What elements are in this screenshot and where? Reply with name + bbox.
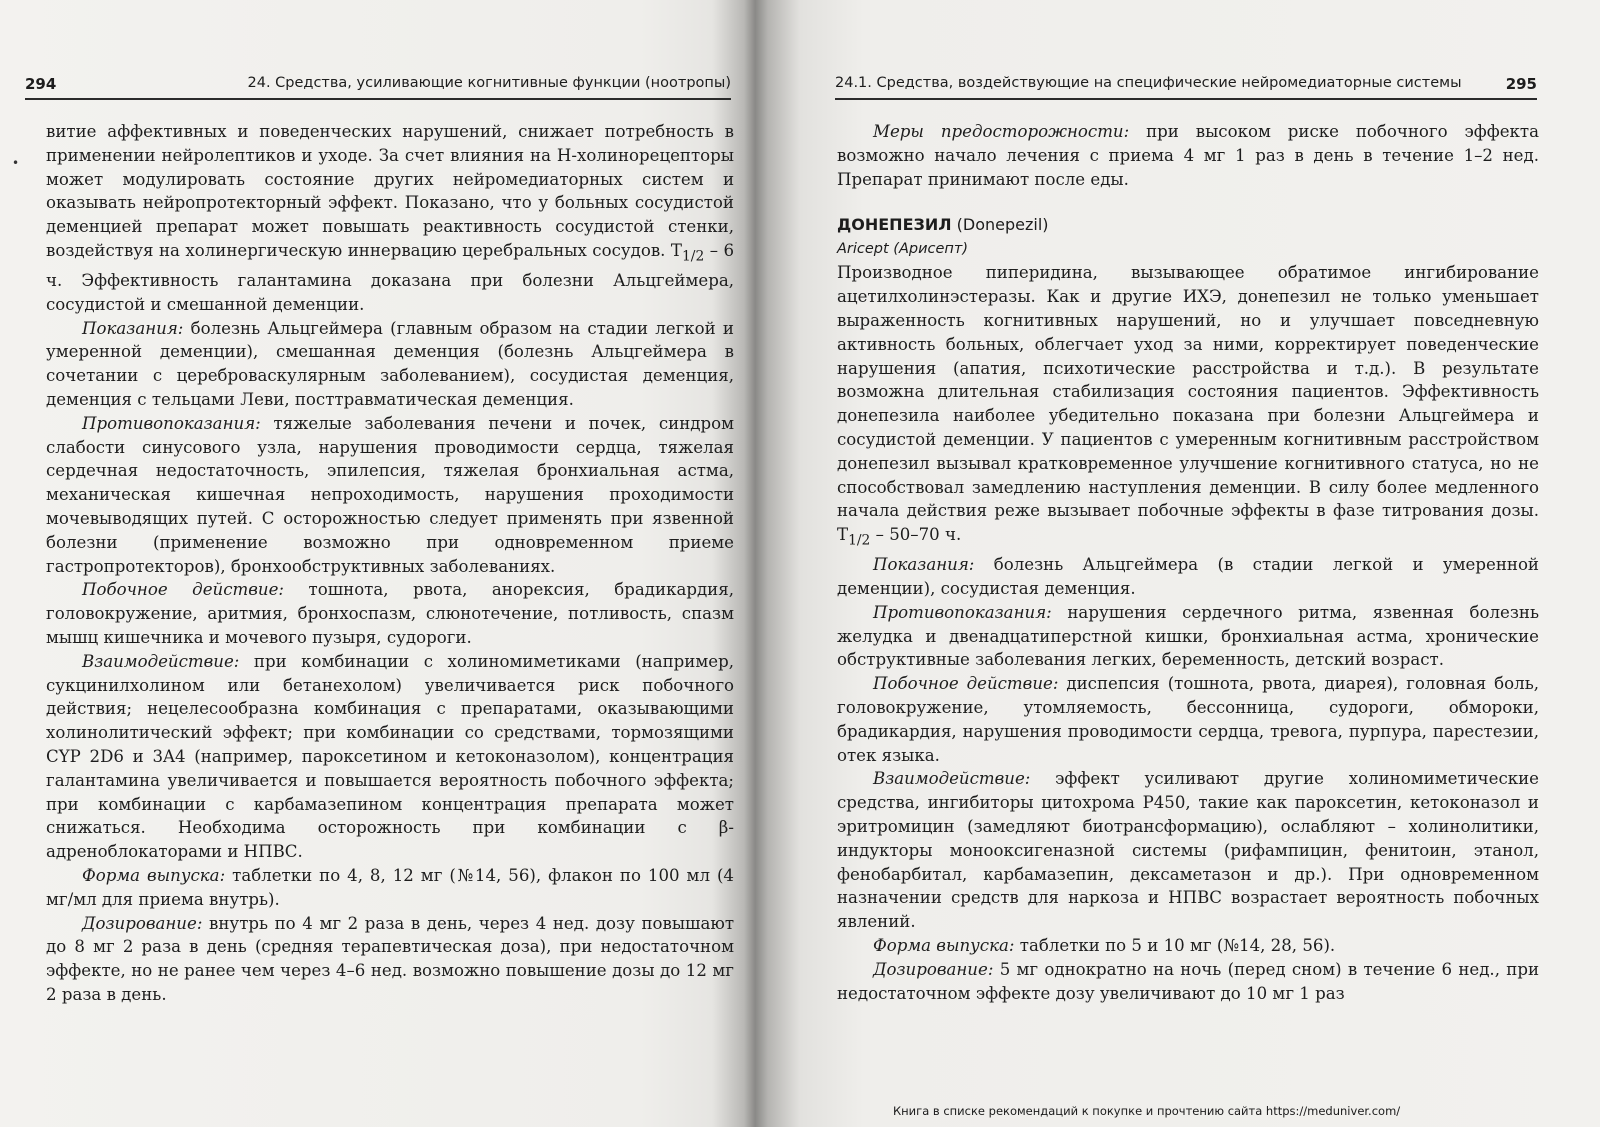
paragraph bbox=[837, 553, 1539, 601]
section-text: нарушения сердечного ритма, язвенная болезнь желудка и двенадцатиперстной кишки, бронхиальная астма, хронические обструктивные заболевания легких, беременность, детский возраст. bbox=[837, 602, 1539, 670]
section-label: Побочное действие: bbox=[873, 674, 1059, 694]
paragraph bbox=[46, 317, 734, 412]
section-label: Меры предосторожности: bbox=[873, 122, 1130, 141]
body-text: – 6 ч. Эффективность галантамина доказана при болезни Альцгеймера, сосудистой и смешанной деменции. bbox=[46, 240, 735, 314]
section-text: 5 мг однократно на ночь (перед сном) в течение 6 нед., при недостаточном эффекте дозу увеличивают до 10 мг 1 раз bbox=[837, 959, 1539, 1003]
paragraph bbox=[837, 120, 1539, 191]
paragraph bbox=[837, 601, 1539, 672]
section-label: Побочное действие: bbox=[82, 580, 284, 600]
section-text: при высоком риске побочного эффекта возможно начало лечения с приема 4 мг 1 раз в день в течение 1–2 нед. Препарат принимают после еды. bbox=[837, 122, 1539, 189]
left-page bbox=[0, 0, 760, 1127]
subscript: 1/2 bbox=[681, 248, 705, 265]
margin-mark: • bbox=[12, 156, 20, 170]
drug-heading bbox=[837, 213, 1539, 237]
left-running-head bbox=[25, 70, 731, 100]
running-head-title: 24. Средства, усиливающие когнитивные функции (ноотропы) bbox=[247, 75, 731, 91]
paragraph bbox=[46, 912, 734, 1007]
body-text: Производное пиперидина, вызывающее обратимое ингибирование ацетилхолинэстеразы. Как и другие ИХЭ, донепезил не только уменьшает выраженность когнитивных нарушений, но и улучшает повседневную активность больных, облегчает уход за ними, корректирует поведенческие нарушения (апатия, психотические расстройства и т.д.). В результате возможна длительная стабилизация состояния пациентов. Эффективность донепезила наиболее убедительно показана при болезни Альцгеймера и сосудистой деменции. У пациентов с умеренным когнитивным расстройством донепезил вызывал кратковременное улучшение когнитивного статуса, но не способствовал замедлению наступления деменции. В силу более медленного начала действия реже вызывает побочные эффекты в фазе титрования дозы. T bbox=[837, 263, 1539, 545]
section-label: Форма выпуска: bbox=[82, 866, 226, 886]
section-text: тяжелые заболевания печени и почек, синдром слабости синусового узла, нарушения проводимости сердца, тяжелая сердечная недостаточность, эпилепсия, тяжелая бронхиальная астма, механическая кишечная непроходимость, нарушения проходимости мочевыводящих путей. С осторожностью следует применять при язвенной болезни (применение возможно при одновременном приеме гастропротекторов), бронхообструктивных заболеваниях. bbox=[46, 413, 734, 576]
body-text: – 50–70 ч. bbox=[870, 525, 962, 545]
section-label: Дозирование: bbox=[82, 913, 203, 933]
section-label: Противопоказания: bbox=[873, 602, 1052, 622]
section-label: Взаимодействие: bbox=[873, 769, 1031, 789]
left-page-body bbox=[46, 120, 734, 1007]
paragraph bbox=[46, 650, 734, 864]
drug-latin-name: (Donepezil) bbox=[951, 215, 1049, 235]
paragraph bbox=[837, 261, 1539, 553]
right-page bbox=[795, 0, 1600, 1127]
running-head-title: 24.1. Средства, воздействующие на специфические нейромедиаторные системы bbox=[835, 75, 1462, 91]
section-label: Показания: bbox=[873, 555, 975, 575]
section-label: Противопоказания: bbox=[82, 413, 261, 433]
paragraph bbox=[837, 767, 1539, 934]
section-text: таблетки по 4, 8, 12 мг (№14, 56), флакон по 100 мл (4 мг/мл для приема внутрь). bbox=[46, 866, 734, 909]
section-text: тошнота, рвота, анорексия, брадикардия, головокружение, аритмия, бронхоспазм, слюнотечение, потливость, спазм мышц кишечника и мочевого пузыря, судороги. bbox=[46, 580, 734, 648]
paragraph bbox=[837, 934, 1539, 958]
footer-note: Книга в списке рекомендаций к покупке и прочтению сайта https://meduniver.com/ bbox=[893, 1104, 1401, 1118]
section-text: при комбинации с холиномиметиками (например, сукцинилхолином или бетанехолом) увеличивается риск побочного действия; нецелесообразна комбинация с препаратами, оказывающими холинолитический эффект; при комбинации со средствами, тормозящими CYP 2D6 и 3A4 (например, пароксетином и кетоконазолом), концентрация галантамина увеличивается и повышается вероятность побочного эффекта; при комбинации с карбамазепином концентрация препарата может снижаться. Необходима осторожность при комбинации с β-адреноблокаторами и НПВС. bbox=[46, 651, 734, 862]
drug-name: ДОНЕПЕЗИЛ bbox=[837, 215, 952, 235]
section-label: Дозирование: bbox=[873, 959, 994, 979]
section-label: Взаимодействие: bbox=[82, 651, 240, 671]
section-text: болезнь Альцгеймера (в стадии легкой и умеренной деменции), сосудистая деменция. bbox=[837, 555, 1539, 599]
right-running-head bbox=[835, 70, 1537, 100]
section-text: болезнь Альцгеймера (главным образом на стадии легкой и умеренной деменции), смешанная деменция (болезнь Альцгеймера в сочетании с цереброваскулярным заболеванием), сосудистая деменция, деменция с тельцами Леви, посттравматическая деменция. bbox=[46, 318, 734, 410]
section-text: диспепсия (тошнота, рвота, диарея), головная боль, головокружение, утомляемость, бессонница, судороги, обмороки, брадикардия, нарушения проводимости сердца, тревога, пурпура, парестезии, отек языка. bbox=[837, 674, 1540, 765]
section-label: Показания: bbox=[82, 318, 184, 338]
page-number: 295 bbox=[1505, 75, 1537, 93]
paragraph bbox=[46, 120, 734, 317]
right-page-body bbox=[837, 120, 1539, 1005]
section-text: внутрь по 4 мг 2 раза в день, через 4 нед. дозу повышают до 8 мг 2 раза в день (средняя терапевтическая доза), при недостаточном эффекте, но не ранее чем через 4–6 нед. возможно повышение дозы до 12 мг 2 раза в день. bbox=[46, 913, 734, 1004]
section-label: Форма выпуска: bbox=[873, 936, 1015, 956]
paragraph bbox=[837, 958, 1539, 1006]
section-text: эффект усиливают другие холиномиметические средства, ингибиторы цитохрома P450, такие как пароксетин, кетоконазол и эритромицин (замедляют биотрансформацию), ослабляют – холинолитики, индукторы монооксигеназной системы (рифампицин, фенитоин, этанол, фенобарбитал, карбамазепин, дексаметазон и др.). При одновременном назначении средств для наркоза и НПВС возрастает вероятность побочных явлений. bbox=[837, 769, 1539, 932]
body-text: витие аффективных и поведенческих нарушений, снижает потребность в применении нейролептиков и уходе. За счет влияния на Н-холинорецепторы может модулировать состояние других нейромедиаторных систем и оказывать нейропротекторный эффект. Показано, что у больных сосудистой деменцией препарат может повышать реактивность сосудистой стенки, воздействуя на холинергическую иннервацию церебральных сосудов. T bbox=[46, 122, 734, 260]
page-number: 294 bbox=[25, 75, 57, 93]
section-text: таблетки по 5 и 10 мг (№14, 28, 56). bbox=[1014, 936, 1336, 956]
paragraph bbox=[46, 412, 734, 579]
trade-name: Aricept (Арисепт) bbox=[837, 241, 968, 258]
paragraph bbox=[837, 672, 1539, 767]
subscript: 1/2 bbox=[848, 532, 871, 549]
paragraph bbox=[46, 864, 734, 912]
paragraph bbox=[46, 578, 734, 649]
